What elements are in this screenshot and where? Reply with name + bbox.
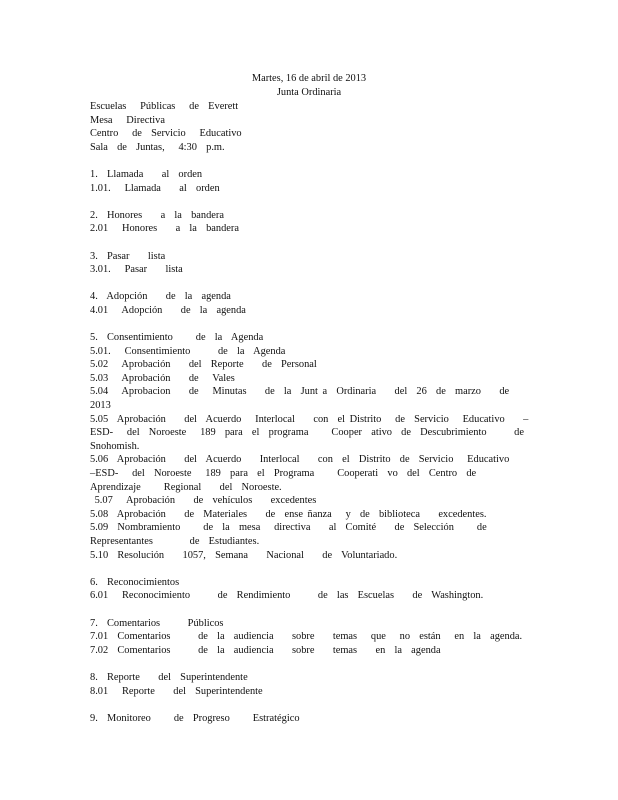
org-line: Escuelas Públicas de Everett [90, 101, 239, 112]
meeting-date: Martes, 16 de abril de 2013 [251, 73, 367, 84]
agenda-item: 5.02 Aprobación del Reporte de Personal [90, 359, 317, 371]
agenda-item: 1.01. Llamada al orden [90, 182, 220, 194]
agenda-item: 4.01 Adopción de la agenda [90, 304, 246, 316]
section-title: 5. Consentimiento de la Agenda [90, 332, 264, 344]
section-title: 2. Honores a la bandera [90, 209, 224, 221]
section-title: 8. Reporte del Superintendente [90, 671, 248, 683]
agenda-item: 7.01 Comentarios de la audiencia sobre temas que no están en la agenda. [90, 631, 523, 643]
agenda-item: 5.01. Consentimiento de la Agenda [90, 345, 286, 357]
agenda-item: 5.09 Nombramiento de la mesa directiva al Comité de Selección de Representantes de Estudiantes. [90, 522, 496, 547]
section-title: 6. Reconocimientos [90, 576, 180, 588]
section-title: 9. Monitoreo de Progreso Estratégico [90, 712, 300, 724]
org-line: Mesa Directiva [90, 114, 165, 126]
agenda-section-8 [90, 671, 530, 698]
agenda-item: 5.03 Aprobación de Vales [90, 372, 235, 384]
agenda-section-7 [90, 617, 530, 658]
agenda-section-9 [90, 712, 530, 726]
org-line: Centro de Servicio Educativo [90, 128, 242, 140]
agenda-section-1 [90, 168, 530, 195]
agenda-item: 2.01 Honores a la bandera [90, 223, 239, 235]
agenda-item: 5.08 Aprobación de Materiales de ense ñanza y de biblioteca excedentes. [90, 508, 487, 520]
agenda-section-6 [90, 576, 530, 603]
agenda-section-3 [90, 250, 530, 277]
agenda-section-4 [90, 290, 530, 317]
agenda-item: 5.06 Aprobación del Acuerdo Interlocal con el Distrito de Servicio Educativo –ESD- del Noroeste 189 para el Programa Cooperati vo del Centro de Aprendizaje Regional del Noroeste. [90, 454, 528, 493]
org-line: Sala de Juntas, 4:30 p.m. [90, 141, 225, 153]
agenda-item: 5.07 Aprobación de vehículos excedentes [90, 495, 317, 507]
agenda-header [0, 72, 618, 99]
agenda-item: 5.04 Aprobacion de Minutas de la Junt a Ordinaria del 26 de marzo de 2013 [90, 386, 519, 412]
section-title: 7. Comentarios Públicos [90, 617, 224, 629]
agenda-body [90, 100, 534, 725]
agenda-item: 7.02 Comentarios de la audiencia sobre temas en la agenda [90, 644, 441, 656]
agenda-item: 6.01 Reconocimiento de Rendimiento de las Escuelas de Washington. [90, 590, 484, 602]
section-title: 4. Adopción de la agenda [90, 291, 231, 303]
section-title: 1. Llamada al orden [90, 168, 203, 180]
agenda-item: 5.05 Aprobación del Acuerdo Interlocal con el Distrito de Servicio Educativo –ESD- del Noroeste 189 para el programa Cooper ativo de Descubrimiento de Snohomish. [90, 413, 534, 452]
agenda-section-2 [90, 209, 530, 236]
agenda-item: 3.01. Pasar lista [90, 264, 183, 276]
section-title: 3. Pasar lista [90, 250, 166, 262]
meeting-type: Junta Ordinaria [276, 86, 342, 98]
agenda-item: 8.01 Reporte del Superintendente [90, 685, 263, 697]
agenda-item: 5.10 Resolución 1057, Semana Nacional de Voluntariado. [90, 549, 398, 561]
agenda-section-5 [90, 331, 534, 562]
